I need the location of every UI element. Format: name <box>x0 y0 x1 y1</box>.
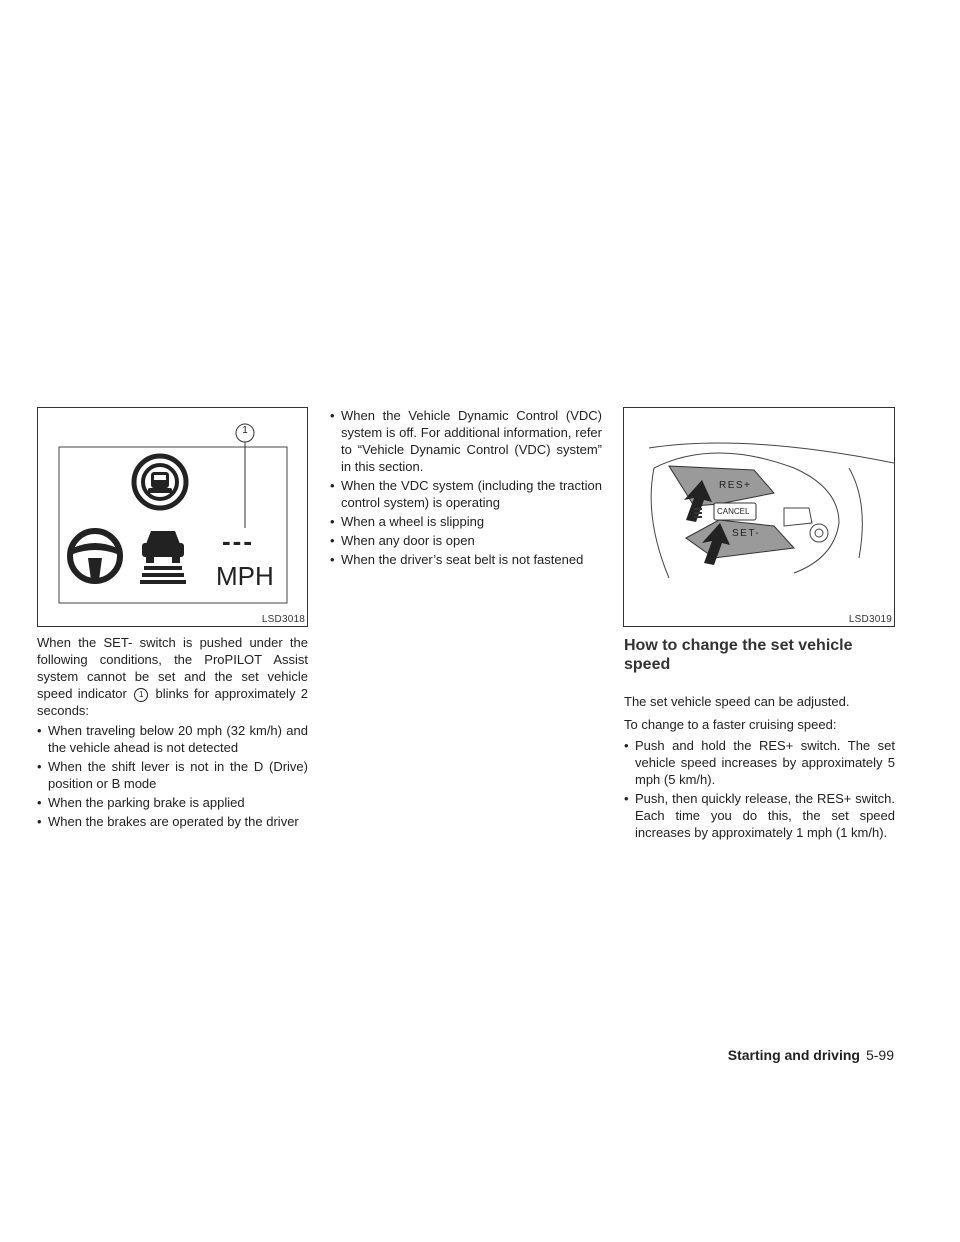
figure-label: LSD3019 <box>848 614 892 625</box>
condition-list-continued <box>330 407 602 568</box>
figure-steering-switches <box>623 407 895 627</box>
list-item: • When the brakes are operated by the driver <box>37 813 308 830</box>
switch-illustration <box>624 408 894 626</box>
list-item: • When the parking brake is applied <box>37 794 308 811</box>
res-label: RES+ <box>719 480 752 491</box>
list-item: • When the driver’s seat belt is not fastened <box>330 551 602 568</box>
list-item: • When any door is open <box>330 532 602 549</box>
list-item: • When the VDC system (including the traction control system) is operating <box>330 477 602 511</box>
column-1 <box>37 634 308 832</box>
page-footer <box>728 1047 894 1063</box>
ref-circle-1: 1 <box>134 688 148 702</box>
list-item: • When the shift lever is not in the D (Drive) position or B mode <box>37 758 308 792</box>
figure-label: LSD3018 <box>261 614 305 625</box>
page-number: 5-99 <box>865 1047 894 1063</box>
condition-list <box>37 722 308 830</box>
set-minus-switch <box>686 520 794 558</box>
intro-paragraph: When the SET- switch is pushed under the following conditions, the ProPILOT Assist system cannot be set and the set vehicle speed indicator 1 blinks for approximately 2 seconds: <box>37 635 308 718</box>
callout-number: 1 <box>242 425 248 436</box>
vehicle-ahead-icon <box>140 531 186 584</box>
list-item: • Push and hold the RES+ switch. The set vehicle speed increases by approximately 5 mph (5 km/h). <box>624 737 895 788</box>
display-illustration <box>38 408 307 626</box>
list-item: • When a wheel is slipping <box>330 513 602 530</box>
paragraph: The set vehicle speed can be adjusted. <box>624 694 850 709</box>
set-label: SET- <box>732 528 761 539</box>
speed-dashes: --- <box>222 526 254 556</box>
column-3 <box>624 693 895 843</box>
column-2 <box>330 407 602 570</box>
list-item: • Push, then quickly release, the RES+ switch. Each time you do this, the set speed increases by approximately 1 mph (1 km/h). <box>624 790 895 841</box>
figure-display-indicator <box>37 407 308 627</box>
paragraph: To change to a faster cruising speed: <box>624 717 837 732</box>
distance-icon <box>694 508 702 518</box>
propilot-assist-icon <box>134 456 186 508</box>
cancel-label: CANCEL <box>717 507 750 516</box>
steering-wheel-icon <box>70 531 120 581</box>
speed-unit: MPH <box>216 561 274 591</box>
list-item: • When traveling below 20 mph (32 km/h) and the vehicle ahead is not detected <box>37 722 308 756</box>
section-name: Starting and driving <box>727 1047 860 1063</box>
list-item: • When the Vehicle Dynamic Control (VDC) system is off. For additional information, refer to “Vehicle Dynamic Control (VDC) system” in this section. <box>330 407 602 475</box>
speed-change-list <box>624 737 895 841</box>
callout-1 <box>236 424 254 528</box>
section-heading: How to change the set vehicle speed <box>624 637 853 673</box>
